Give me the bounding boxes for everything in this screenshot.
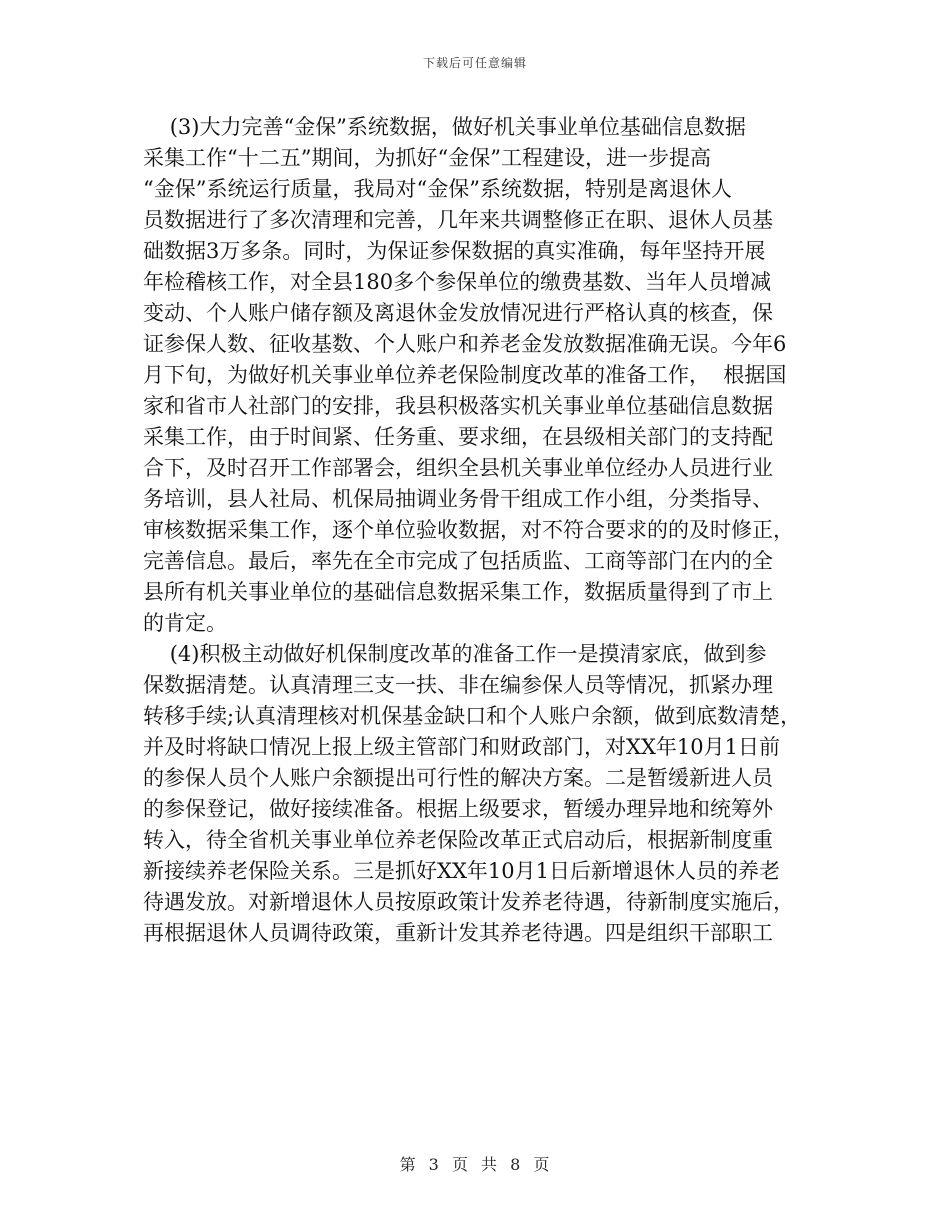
text-line: 年检稽核工作，对全县180多个参保单位的缴费基数、当年人员增减 (143, 270, 772, 294)
page-footer: 第 3 页 共 8 页 (399, 1155, 551, 1174)
text-line: 员数据进行了多次清理和完善，几年来共调整修正在职、退休人员基 (143, 208, 773, 232)
text-line: 县所有机关事业单位的基础信息数据采集工作，数据质量得到了市上 (143, 580, 773, 604)
text-line: 审核数据采集工作，逐个单位验收数据，对不符合要求的的及时修正， (143, 518, 794, 542)
text-line: 采集工作，由于时间紧、任务重、要求细，在县级相关部门的支持配 (143, 425, 773, 449)
text-line: 采集工作“十二五”期间，为抓好“金保”工程建设，进一步提高 (143, 146, 711, 170)
text-line: 家和省市人社部门的安排，我县积极落实机关事业单位基础信息数据 (143, 394, 773, 418)
text-line: 的参保登记，做好接续准备。根据上级要求，暂缓办理异地和统筹外 (143, 797, 773, 821)
text-line: 的肯定。 (143, 611, 227, 635)
text-line: (4)积极主动做好机保制度改革的准备工作一是摸清家底，做到参 (143, 642, 767, 666)
text-line: 转入，待全省机关事业单位养老保险改革正式启动后，根据新制度重 (143, 828, 773, 852)
body-text (143, 112, 811, 949)
page-header: 下载后可任意编辑 (422, 56, 527, 70)
text-line: 并及时将缺口情况上报上级主管部门和财政部门，对XX年10月1日前 (143, 735, 780, 759)
text-line: 证参保人数、征收基数、个人账户和养老金发放数据准确无误。今年6 (143, 332, 787, 356)
text-line: (3)大力完善“金保”系统数据，做好机关事业单位基础信息数据 (143, 115, 746, 139)
text-line: 的参保人员个人账户余额提出可行性的解决方案。二是暂缓新进人员 (143, 766, 773, 790)
text-line: 转移手续;认真清理核对机保基金缺口和个人账户余额，做到底数清楚， (143, 704, 802, 728)
text-line: “金保”系统运行质量，我局对“金保”系统数据，特别是离退休人 (143, 177, 732, 201)
text-line: 月下旬，为做好机关事业单位养老保险制度改革的准备工作， 根据国 (143, 363, 787, 387)
text-line: 础数据3万多条。同时，为保证参保数据的真实准确，每年坚持开展 (143, 239, 766, 263)
text-line: 务培训，县人社局、机保局抽调业务骨干组成工作小组，分类指导、 (143, 487, 773, 511)
text-line: 再根据退休人员调待政策，重新计发其养老待遇。四是组织干部职工 (143, 921, 773, 945)
text-line: 新接续养老保险关系。三是抓好XX年10月1日后新增退休人员的养老 (143, 859, 780, 883)
text-line: 合下，及时召开工作部署会，组织全县机关事业单位经办人员进行业 (143, 456, 773, 480)
text-line: 变动、个人账户储存额及离退休金发放情况进行严格认真的核查，保 (143, 301, 773, 325)
text-line: 待遇发放。对新增退休人员按原政策计发养老待遇，待新制度实施后， (143, 890, 794, 914)
text-line: 保数据清楚。认真清理三支一扶、非在编参保人员等情况，抓紧办理 (143, 673, 773, 697)
text-line: 完善信息。最后，率先在全市完成了包括质监、工商等部门在内的全 (143, 549, 773, 573)
